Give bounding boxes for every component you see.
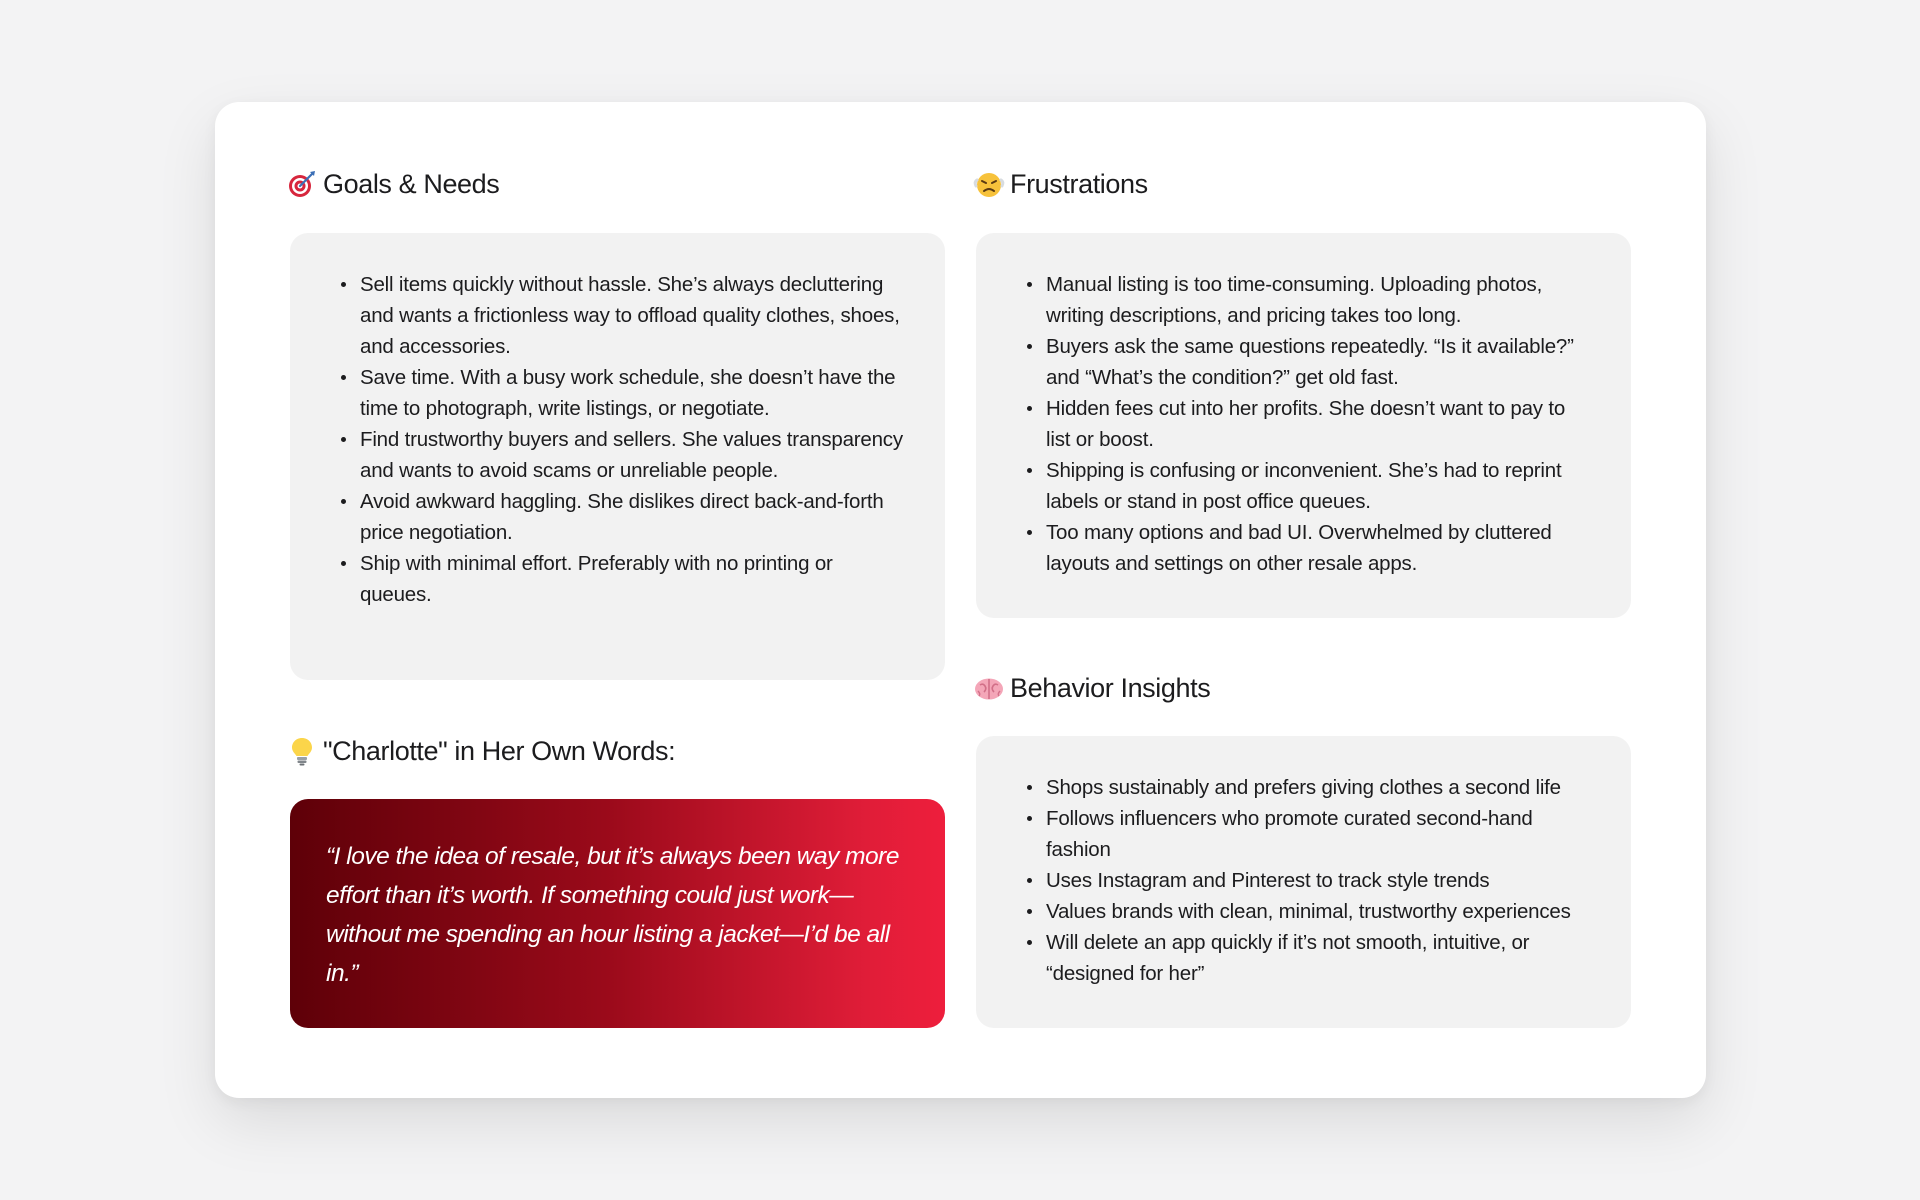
target-dart-icon (286, 168, 318, 200)
behavior-list (1046, 772, 1591, 989)
list-item: Manual listing is too time-consuming. Uploading photos, writing descriptions, and pricing takes too long. (1046, 269, 1591, 331)
list-item: Uses Instagram and Pinterest to track style trends (1046, 865, 1591, 896)
list-item: Ship with minimal effort. Preferably with no printing or queues. (360, 548, 905, 610)
quote-title-text: "Charlotte" in Her Own Words: (323, 735, 676, 766)
frustrations-panel (976, 233, 1631, 618)
frustrations-list (1046, 269, 1591, 579)
list-item: Shops sustainably and prefers giving clothes a second life (1046, 772, 1591, 803)
frustrations-title-text: Frustrations (1010, 168, 1148, 199)
list-item: Avoid awkward haggling. She dislikes direct back-and-forth price negotiation. (360, 486, 905, 548)
list-item: Sell items quickly without hassle. She’s always decluttering and wants a frictionless way to offload quality clothes, shoes, and accessories. (360, 269, 905, 362)
behavior-panel (976, 736, 1631, 1028)
list-item: Save time. With a busy work schedule, she doesn’t have the time to photograph, write listings, or negotiate. (360, 362, 905, 424)
behavior-title-text: Behavior Insights (1010, 672, 1211, 703)
goals-title-text: Goals & Needs (323, 168, 500, 199)
quote-box (290, 799, 945, 1028)
quote-section-title (286, 735, 675, 767)
list-item: Values brands with clean, minimal, trustworthy experiences (1046, 896, 1591, 927)
list-item: Hidden fees cut into her profits. She doesn’t want to pay to list or boost. (1046, 393, 1591, 455)
brain-icon (973, 672, 1005, 704)
light-bulb-icon (286, 735, 318, 767)
list-item: Buyers ask the same questions repeatedly. “Is it available?” and “What’s the condition?” get old fast. (1046, 331, 1591, 393)
list-item: Follows influencers who promote curated second-hand fashion (1046, 803, 1591, 865)
list-item: Will delete an app quickly if it’s not smooth, intuitive, or “designed for her” (1046, 927, 1591, 989)
goals-section-title (286, 168, 499, 200)
frustrations-section-title (973, 168, 1148, 200)
goals-panel (290, 233, 945, 680)
list-item: Too many options and bad UI. Overwhelmed by cluttered layouts and settings on other resale apps. (1046, 517, 1591, 579)
list-item: Shipping is confusing or inconvenient. She’s had to reprint labels or stand in post office queues. (1046, 455, 1591, 517)
list-item: Find trustworthy buyers and sellers. She values transparency and wants to avoid scams or unreliable people. (360, 424, 905, 486)
quote-text: “I love the idea of resale, but it’s always been way more effort than it’s worth. If something could just work—without me spending an hour listing a jacket—I’d be all in.” (326, 843, 899, 987)
goals-list (360, 269, 905, 610)
behavior-section-title (973, 672, 1210, 704)
frustrated-face-icon (973, 168, 1005, 200)
